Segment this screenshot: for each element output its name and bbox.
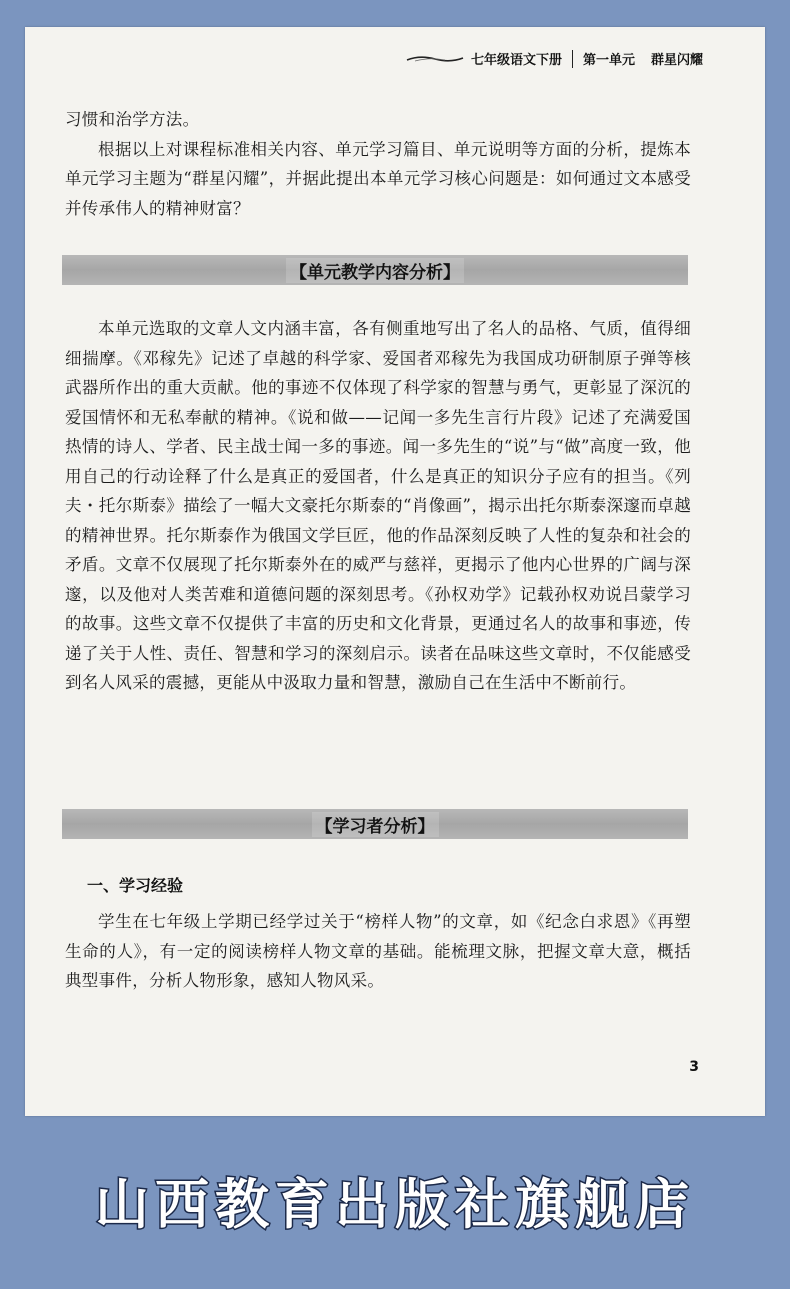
page-number: 3 bbox=[689, 1059, 699, 1075]
header-ornament-icon bbox=[405, 54, 465, 64]
store-banner bbox=[0, 1150, 790, 1250]
header-divider bbox=[572, 50, 573, 68]
intro-paragraph: 根据以上对课程标准相关内容、单元学习篇目、单元说明等方面的分析，提炼本单元学习主题为“群星闪耀”，并据此提出本单元学习核心问题是：如何通过文本感受并传承伟人的精神财富？ bbox=[65, 139, 691, 218]
teaching-content-text bbox=[65, 314, 691, 698]
section-title-learner-analysis: 【学习者分析】 bbox=[312, 812, 439, 837]
section-bar-learner-analysis bbox=[62, 809, 688, 839]
section-bar-teaching-content bbox=[62, 255, 688, 285]
running-header bbox=[405, 49, 703, 68]
header-book-title: 七年级语文下册 bbox=[470, 53, 562, 68]
header-unit-title: 群星闪耀 bbox=[650, 53, 703, 68]
book-page bbox=[25, 27, 765, 1116]
learner-analysis-paragraph: 学生在七年级上学期已经学过关于“榜样人物”的文章，如《纪念白求恩》《再塑生命的人》，有一定的阅读榜样人物文章的基础。能梳理文脉，把握文章大意，概括典型事件，分析人物形象，感知人物风采。 bbox=[65, 912, 691, 990]
intro-continuation: 习惯和治学方法。 bbox=[65, 110, 200, 129]
header-unit: 第一单元 bbox=[582, 53, 635, 68]
store-banner-text: 山西教育出版社旗舰店 bbox=[95, 1172, 695, 1236]
learner-analysis-text bbox=[65, 907, 691, 996]
intro-text bbox=[65, 105, 691, 223]
teaching-content-paragraph: 本单元选取的文章人文内涵丰富，各有侧重地写出了名人的品格、气质，值得细细揣摩。《邓稼先》记述了卓越的科学家、爱国者邓稼先为我国成功研制原子弹等核武器所作出的重大贡献。他的事迹不仅体现了科学家的智慧与勇气，更彰显了深沉的爱国情怀和无私奉献的精神。《说和做——记闻一多先生言行片段》记述了充满爱国热情的诗人、学者、民主战士闻一多的事迹。闻一多先生的“说”与“做”高度一致，他用自己的行动诠释了什么是真正的爱国者，什么是真正的知识分子应有的担当。《列夫・托尔斯泰》描绘了一幅大文豪托尔斯泰的“肖像画”，揭示出托尔斯泰深邃而卓越的精神世界。托尔斯泰作为俄国文学巨匠，他的作品深刻反映了人性的复杂和社会的矛盾。文章不仅展现了托尔斯泰外在的威严与慈祥，更揭示了他内心世界的广阔与深邃，以及他对人类苦难和道德问题的深刻思考。《孙权劝学》记载孙权劝说吕蒙学习的故事。这些文章不仅提供了丰富的历史和文化背景，更通过名人的故事和事迹，传递了关于人性、责任、智慧和学习的深刻启示。读者在品味这些文章时，不仅能感受到名人风采的震撼，更能从中汲取力量和智慧，激励自己在生活中不断前行。 bbox=[65, 319, 691, 692]
subheading-learning-experience: 一、学习经验 bbox=[87, 876, 184, 895]
section-title-teaching-content: 【单元教学内容分析】 bbox=[286, 258, 464, 283]
